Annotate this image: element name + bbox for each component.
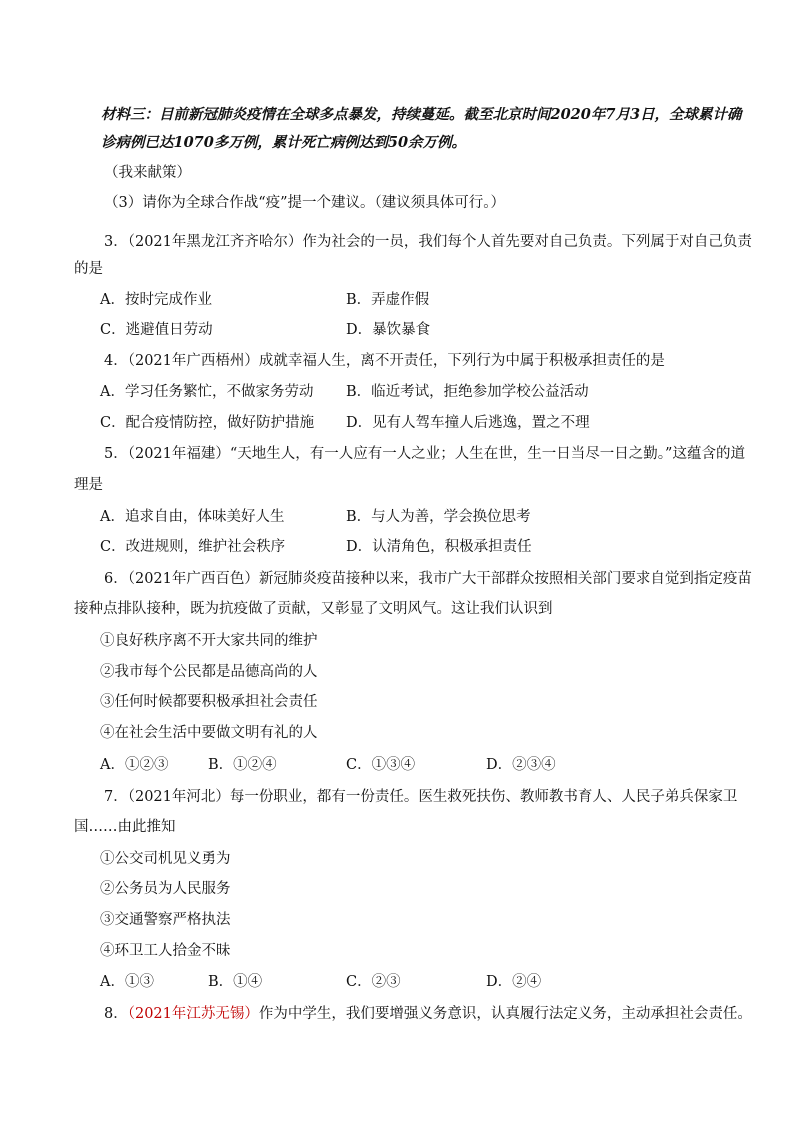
question-5-stem-cont: 理是 [74, 477, 103, 493]
question-6-stem-cont: 接种点排队接种，既为抗疫做了贡献，又彰显了文明风气。这让我们认识到 [74, 601, 553, 617]
statement-3: ③交通警察严格执法 [100, 912, 231, 928]
option-b: B．与人为善，学会换位思考 [346, 509, 531, 525]
question-text: 作为社会的一员，我们每个人首先要对自己负责。下列属于对自己负责 [302, 234, 752, 250]
question-6-stem [104, 569, 794, 589]
statement-3: ③任何时候都要积极承担社会责任 [100, 694, 318, 710]
question-4-stem [104, 351, 794, 371]
question-source: 3．（2021年黑龙江齐齐哈尔） [104, 234, 303, 250]
option-b: B．①②④ [208, 757, 277, 773]
option-c: C．改进规则，维护社会秩序 [100, 539, 286, 555]
option-c: C．逃避值日劳动 [100, 322, 213, 338]
option-d: D．②③④ [486, 757, 556, 773]
question-source: 6．（2021年广西百色） [104, 571, 259, 587]
question-3-sub: （3）请你为全球合作战“疫”提一个建议。（建议须具体可行。） [104, 195, 506, 211]
question-7-stem-cont: 国……由此推知 [74, 819, 176, 835]
option-a: A．①②③ [100, 757, 169, 773]
question-source: （2021年江苏无锡） [127, 1006, 259, 1022]
statement-2: ②我市每个公民都是品德高尚的人 [100, 664, 318, 680]
statement-1: ①良好秩序离不开大家共同的维护 [100, 633, 318, 649]
option-a: A．学习任务繁忙，不做家务劳动 [100, 384, 314, 400]
option-c: C．①③④ [346, 757, 416, 773]
advice-heading: （我来献策） [104, 165, 191, 181]
question-3-stem-cont: 的是 [74, 261, 103, 277]
option-a: A．追求自由，体味美好人生 [100, 509, 285, 525]
question-source: 7．（2021年河北） [104, 789, 230, 805]
question-text: 成就幸福人生，离不开责任，下列行为中属于积极承担责任的是 [258, 353, 665, 369]
option-b: B．临近考试，拒绝参加学校公益活动 [346, 384, 589, 400]
option-d: D．暴饮暴食 [346, 322, 431, 338]
question-7-stem [104, 787, 794, 807]
question-8-stem [104, 1004, 794, 1024]
option-c: C．配合疫情防控，做好防护措施 [100, 415, 315, 431]
option-c: C．②③ [346, 974, 401, 990]
option-a: A．①③ [100, 974, 154, 990]
option-b: B．弄虚作假 [346, 292, 430, 308]
material-line-1: 材料三：目前新冠肺炎疫情在全球多点暴发，持续蔓延。截至北京时间2020年7月3日，全球累计确 [101, 106, 742, 123]
option-a: A．按时完成作业 [100, 292, 212, 308]
question-text: 每一份职业，都有一份责任。医生救死扶伤、教师教书育人、人民子弟兵保家卫 [229, 789, 738, 805]
question-source: 4．（2021年广西梧州） [104, 353, 259, 369]
question-5-stem [104, 444, 794, 464]
statement-4: ④在社会生活中要做文明有礼的人 [100, 725, 318, 741]
statement-2: ②公务员为人民服务 [100, 881, 231, 897]
question-source: 5．（2021年福建） [104, 446, 230, 462]
question-number: 8． [104, 1006, 128, 1022]
statement-1: ①公交司机见义勇为 [100, 851, 231, 867]
question-text: 新冠肺炎疫苗接种以来，我市广大干部群众按照相关部门要求自觉到指定疫苗 [258, 571, 752, 587]
option-d: D．②④ [486, 974, 542, 990]
statement-4: ④环卫工人拾金不昧 [100, 943, 231, 959]
option-d: D．见有人驾车撞人后逃逸，置之不理 [346, 415, 590, 431]
option-d: D．认清角色，积极承担责任 [346, 539, 532, 555]
question-text: “天地生人，有一人应有一人之业；人生在世，生一日当尽一日之勤。”这蕴含的道 [229, 446, 745, 462]
question-3-stem [104, 232, 794, 252]
question-text: 作为中学生，我们要增强义务意识，认真履行法定义务，主动承担社会责任。 [258, 1006, 752, 1022]
material-line-2: 诊病例已达1070多万例，累计死亡病例达到50余万例。 [101, 134, 467, 151]
option-b: B．①④ [208, 974, 263, 990]
